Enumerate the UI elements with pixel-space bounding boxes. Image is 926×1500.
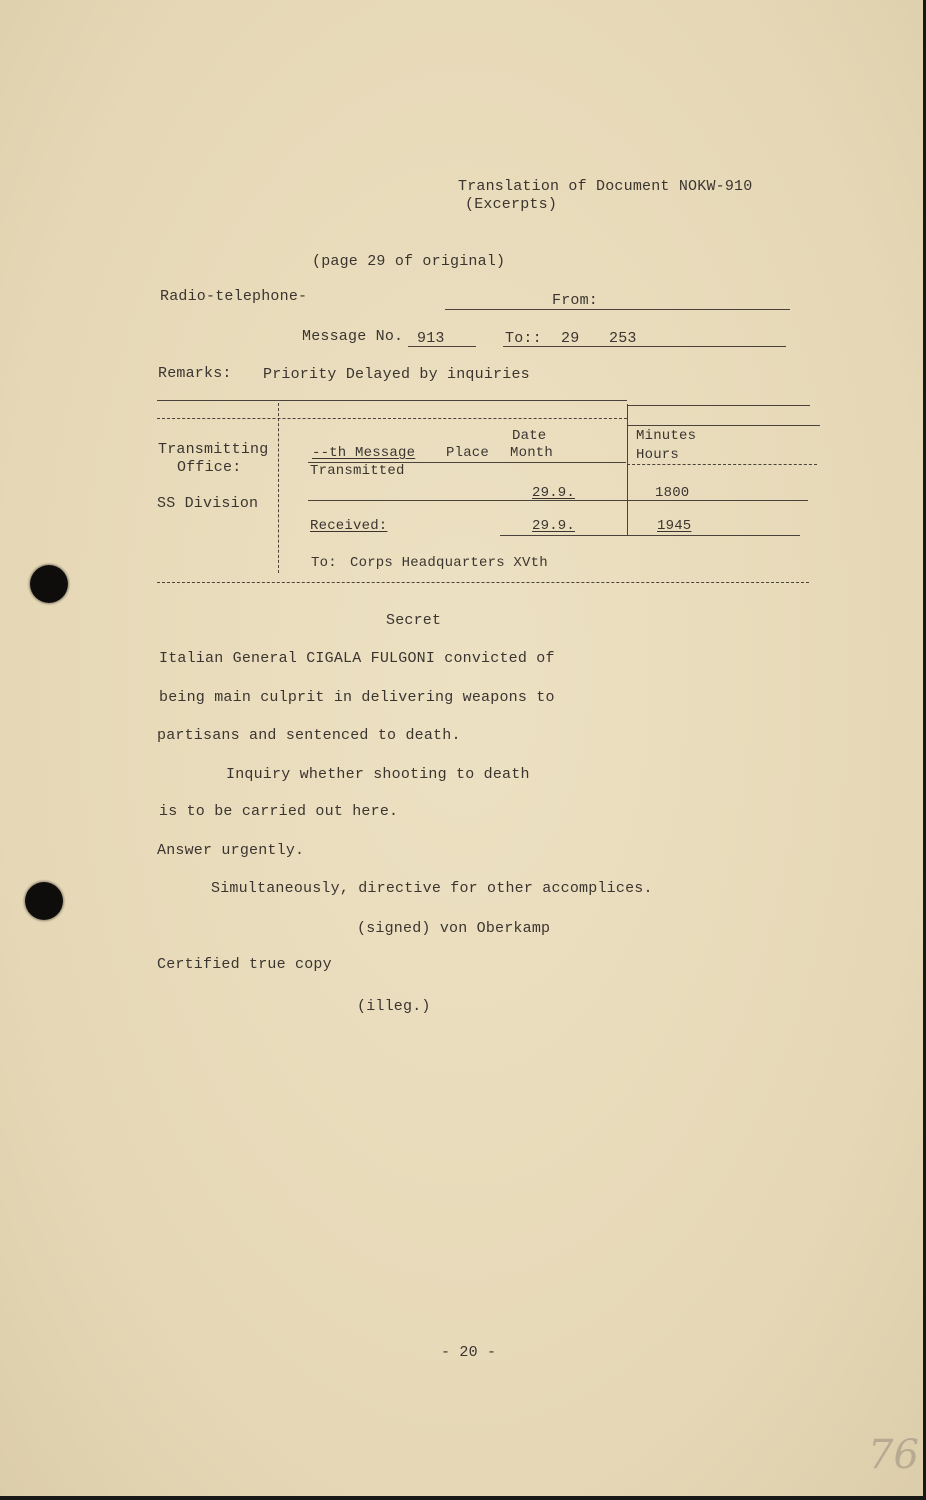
to-value-2: 253 <box>609 330 637 347</box>
certified-line: Certified true copy <box>157 956 332 973</box>
signature-line: (signed) von Oberkamp <box>357 920 551 937</box>
translation-title: Translation of Document NOKW-910 <box>458 178 753 195</box>
remarks-label: Remarks: <box>158 365 232 382</box>
received-date: 29.9. <box>532 518 576 534</box>
punch-hole-top <box>30 565 68 603</box>
table-top-line-right <box>627 405 810 406</box>
body-line-7: Simultaneously, directive for other accomplices. <box>211 880 653 897</box>
body-line-1: Italian General CIGALA FULGONI convicted of <box>159 650 555 667</box>
place-header: Place <box>446 445 490 461</box>
to-line <box>503 346 786 347</box>
body-line-2: being main culprit in delivering weapons to <box>159 689 555 706</box>
table-right-divider <box>627 404 628 536</box>
hours-header: Hours <box>636 447 680 463</box>
transmitted-date: 29.9. <box>532 485 576 501</box>
office-label: Office: <box>177 459 242 476</box>
to-label: To:: <box>505 330 542 347</box>
message-number-line <box>408 346 476 347</box>
body-line-5: is to be carried out here. <box>159 803 399 820</box>
minutes-header: Minutes <box>636 428 697 444</box>
transmitting-label: Transmitting <box>158 441 269 458</box>
scan-edge-bottom <box>0 1496 926 1500</box>
date-header: Date <box>512 428 547 444</box>
secret-heading: Secret <box>386 612 442 629</box>
table-right-header-line <box>627 425 820 426</box>
division-label: SS Division <box>157 495 259 512</box>
received-label: Received: <box>310 518 388 534</box>
page-number: - 20 - <box>441 1344 497 1361</box>
table-bottom-dash <box>157 582 809 583</box>
table-left-divider <box>278 403 279 573</box>
received-row-line <box>500 535 800 536</box>
to-value-1: 29 <box>561 330 580 347</box>
from-line <box>445 309 790 310</box>
transmitted-time: 1800 <box>655 485 690 501</box>
handwritten-page-number: 76 <box>868 1432 919 1478</box>
month-header: Month <box>510 445 554 461</box>
message-label: Message No. <box>302 328 404 345</box>
transmitted-label: Transmitted <box>310 463 405 479</box>
table-to-label: To: <box>311 555 337 571</box>
body-line-3: partisans and sentenced to death. <box>157 727 461 744</box>
illegible-line: (illeg.) <box>357 998 431 1015</box>
excerpts-label: (Excerpts) <box>465 196 558 213</box>
from-label: From: <box>552 292 599 309</box>
radio-telephone-label: Radio-telephone- <box>160 288 308 305</box>
table-top-dash <box>157 418 627 419</box>
body-line-6: Answer urgently. <box>157 842 305 859</box>
punch-hole-bottom <box>25 882 63 920</box>
header-underline-right <box>627 464 817 465</box>
remarks-text: Priority Delayed by inquiries <box>263 366 530 383</box>
message-number: 913 <box>417 330 445 347</box>
page-reference: (page 29 of original) <box>312 253 506 270</box>
table-to-text: Corps Headquarters XVth <box>350 555 548 571</box>
table-top-line <box>157 400 627 401</box>
body-line-4: Inquiry whether shooting to death <box>226 766 530 783</box>
message-header: --th Message <box>312 445 416 461</box>
transmitted-row-line <box>308 500 808 501</box>
received-time: 1945 <box>657 518 692 534</box>
